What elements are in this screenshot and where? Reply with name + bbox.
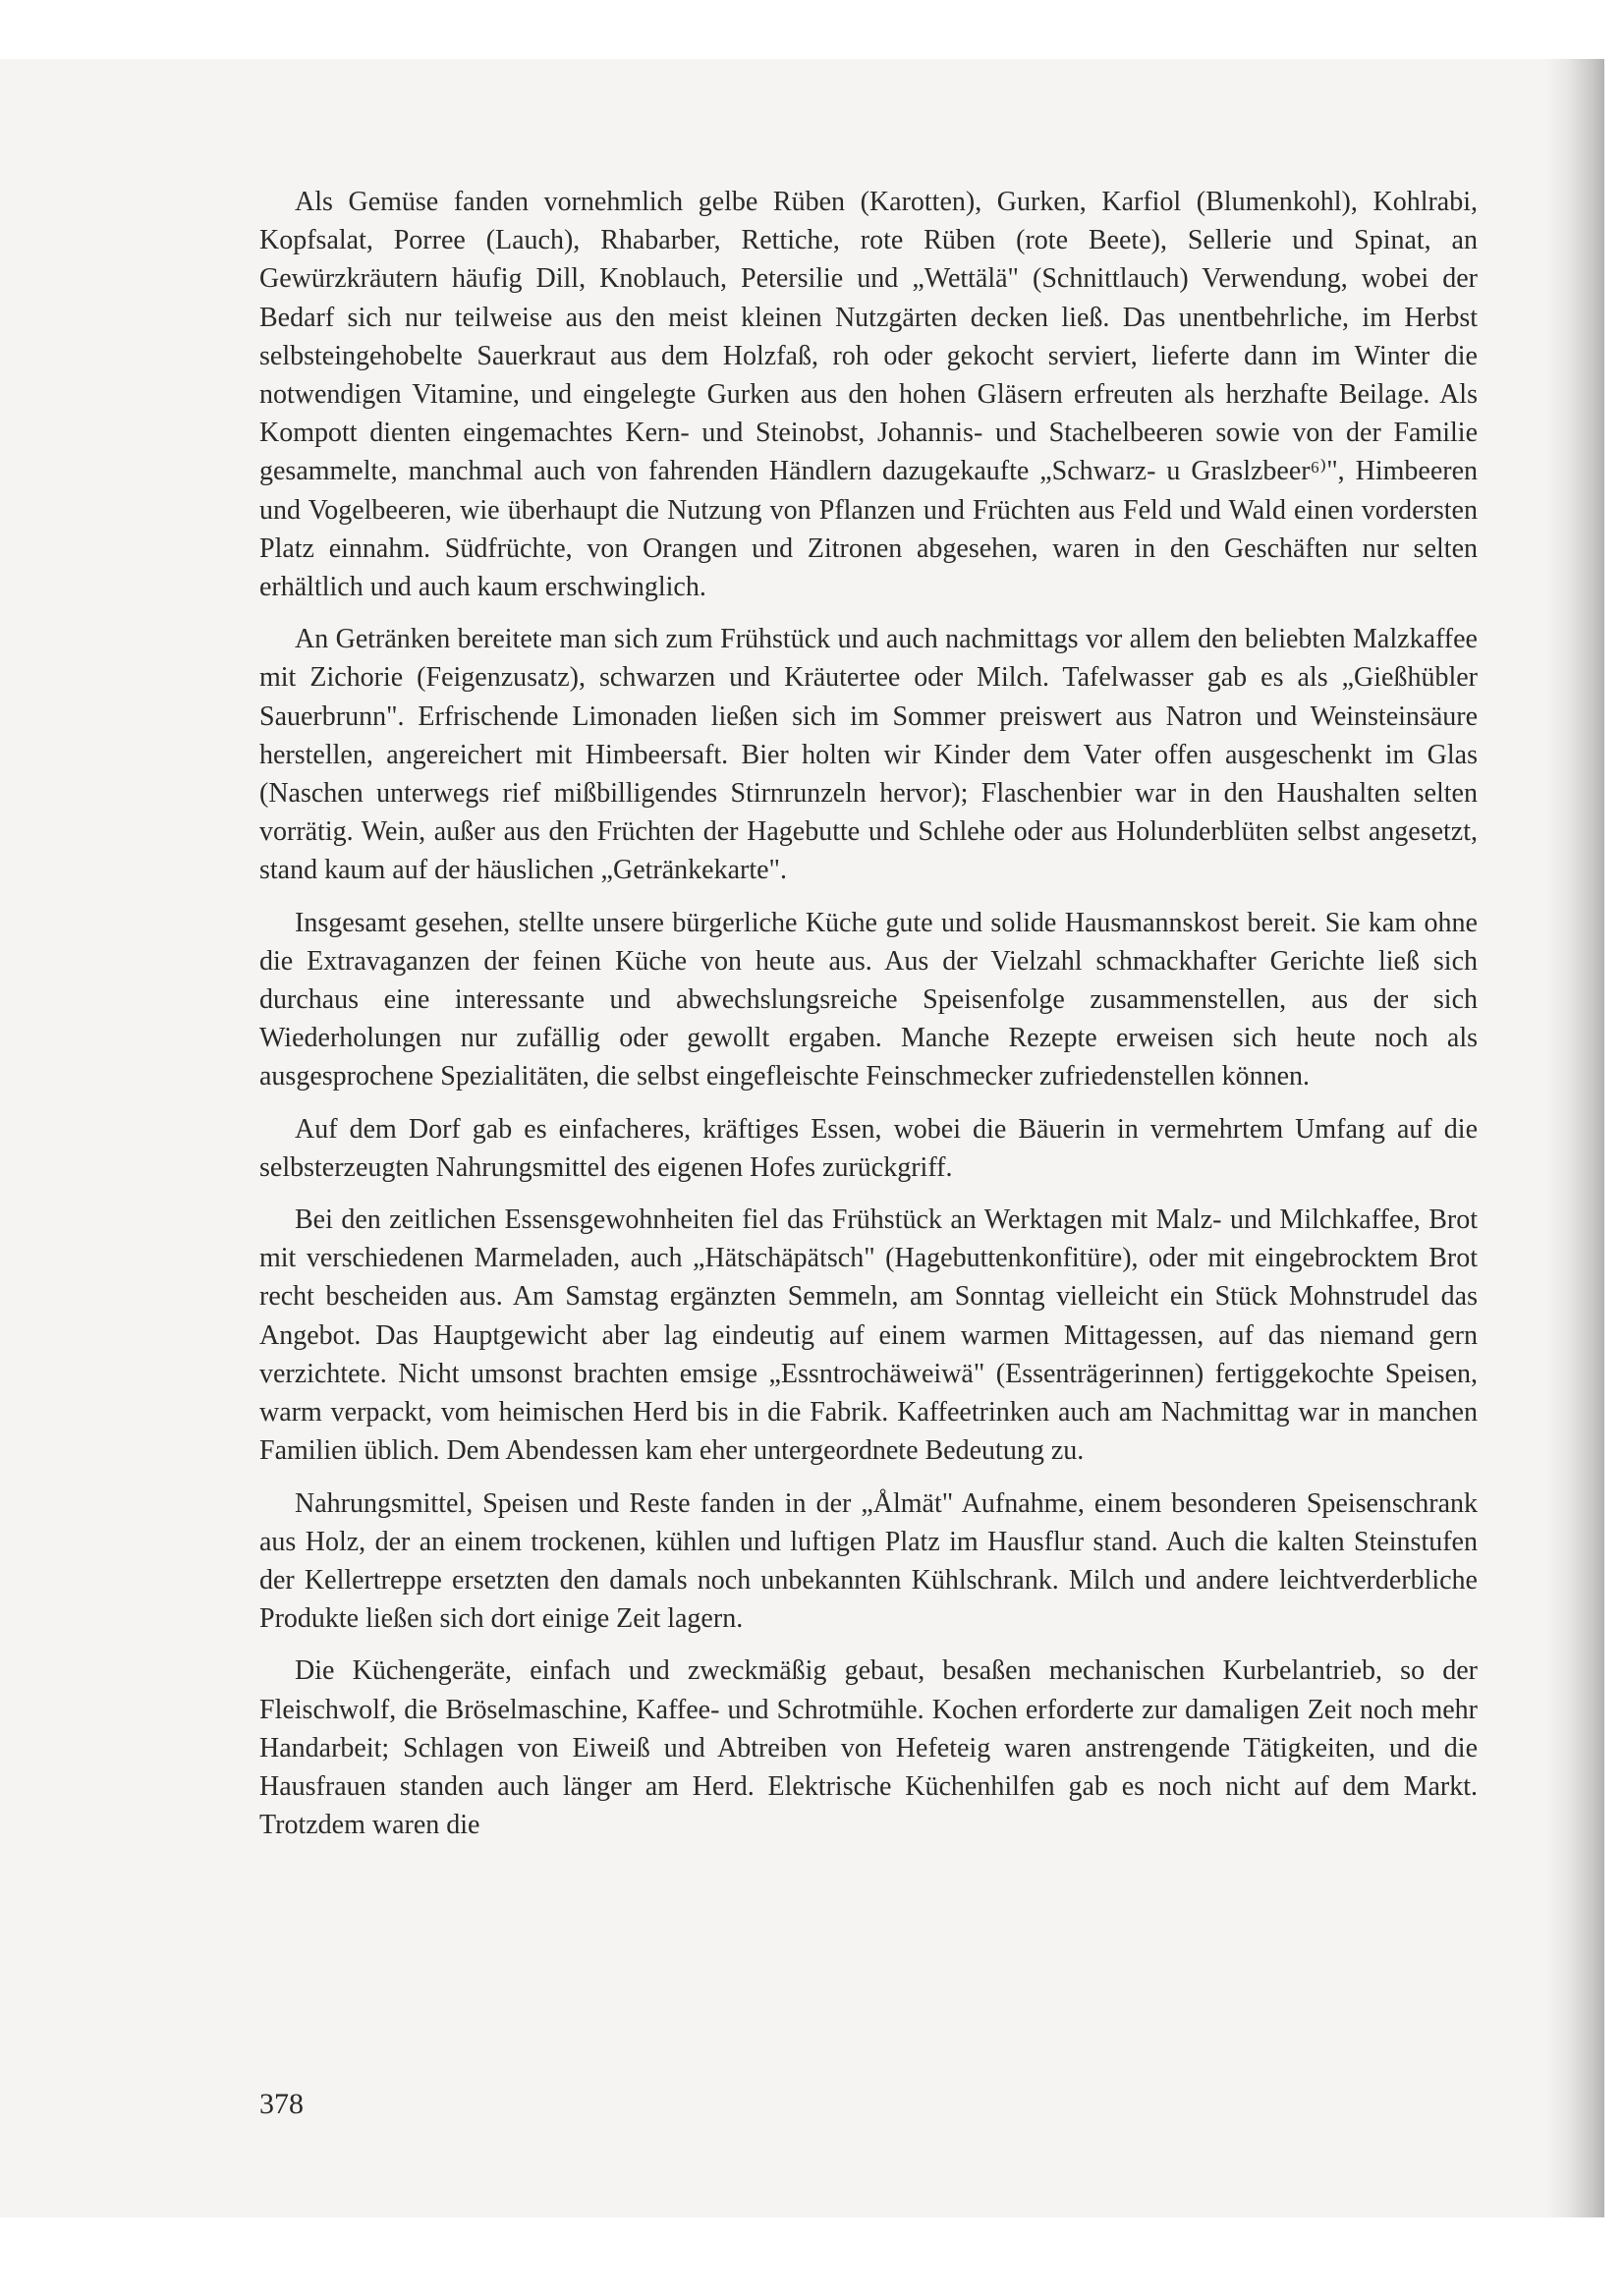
paragraph-meal-times: Bei den zeitlichen Essensgewohnheiten fiel das Frühstück an Werktagen mit Malz- und Milchkaffee, Brot mit verschiedenen Marmeladen, auch „Hätschäpätsch" (Hagebuttenkonfitüre), oder mit eingebrocktem Brot recht bescheiden aus. Am Samstag ergänzten Semmeln, am Sonntag vielleicht ein Stück Mohnstrudel das Angebot. Das Hauptgewicht aber lag eindeutig auf einem warmen Mittagessen, auf das niemand gern verzichtete. Nicht umsonst brachten emsige „Essntrochäweiwä" (Essenträgerinnen) fertiggekochte Speisen, warm verpackt, vom heimischen Herd bis in die Fabrik. Kaffeetrinken auch am Nachmittag war in manchen Familien üblich. Dem Abendessen kam eher untergeordnete Bedeutung zu.: [259, 1204, 1478, 1467]
paragraph-storage: Nahrungsmittel, Speisen und Reste fanden in der „Ålmät" Aufnahme, einem besonderen Speisenschrank aus Holz, der an einem trockenen, kühlen und luftigen Platz im Hausflur stand. Auch die kalten Steinstufen der Kellertreppe ersetzten den damals noch unbekannten Kühlschrank. Milch und andere leichtverderbliche Produkte ließen sich dort einige Zeit lagern.: [259, 1487, 1478, 1635]
scan-bottom-margin: [0, 2217, 1624, 2296]
scan-top-margin: [0, 0, 1624, 59]
page-number: 378: [259, 2088, 304, 2120]
paragraph-vegetables: Als Gemüse fanden vornehmlich gelbe Rüben (Karotten), Gurken, Karfiol (Blumenkohl), Kohlrabi, Kopfsalat, Porree (Lauch), Rhabarber, Rettiche, rote Rüben (rote Beete), Sellerie und Spinat, an Gewürzkräutern häufig Dill, Knoblauch, Petersilie und „Wettälä" (Schnittlauch) Verwendung, wobei der Bedarf sich nur teilweise aus den meist kleinen Nutzgärten decken ließ. Das unentbehrliche, im Herbst selbsteingehobelte Sauerkraut aus dem Holzfaß, roh oder gekocht serviert, lieferte dann im Winter die notwendigen Vitamine, und eingelegte Gurken aus den hohen Gläsern erfreuten als herzhafte Beilage. Als Kompott dienten eingemachtes Kern- und Steinobst, Johannis- und Stachelbeeren sowie von der Familie gesammelte, manchmal auch von fahrenden Händlern dazugekaufte „Schwarz- u Graslzbeer⁶⁾", Himbeeren und Vogelbeeren, wie überhaupt die Nutzung von Pflanzen und Früchten aus Feld und Wald einen vordersten Platz einnahm. Südfrüchte, von Orangen und Zitronen abgesehen, waren in den Geschäften nur selten erhältlich und auch kaum erschwinglich.: [259, 187, 1478, 603]
scan-edge-shadow: [1545, 59, 1604, 2220]
paragraph-kitchen-tools: Die Küchengeräte, einfach und zweckmäßig gebaut, besaßen mechanischen Kurbelantrieb, so der Fleischwolf, die Bröselmaschine, Kaffee- und Schrotmühle. Kochen erforderte zur damaligen Zeit noch mehr Handarbeit; Schlagen von Eiweiß und Abtreiben von Hefeteig waren anstrengende Tätigkeiten, und die Hausfrauen standen auch länger am Herd. Elektrische Küchenhilfen gab es noch nicht auf dem Markt. Trotzdem waren die: [259, 1655, 1478, 1841]
paragraph-beverages: An Getränken bereitete man sich zum Frühstück und auch nachmittags vor allem den beliebten Malzkaffee mit Zichorie (Feigenzusatz), schwarzen und Kräutertee oder Milch. Tafelwasser gab es als „Gießhübler Sauerbrunn". Erfrischende Limonaden ließen sich im Sommer preiswert aus Natron und Weinsteinsäure herstellen, angereichert mit Himbeersaft. Bier holten wir Kinder dem Vater offen ausgeschenkt im Glas (Naschen unterwegs rief mißbilligendes Stirnrunzeln hervor); Flaschenbier war in den Haushalten selten vorrätig. Wein, außer aus den Früchten der Hagebutte und Schlehe oder aus Holunderblüten selbst angesetzt, stand kaum auf der häuslichen „Getränkekarte".: [259, 624, 1478, 886]
scan-right-margin: [1604, 0, 1624, 2296]
paragraph-village: Auf dem Dorf gab es einfacheres, kräftiges Essen, wobei die Bäuerin in vermehrtem Umfang auf die selbsterzeugten Nahrungsmittel des eigenen Hofes zurückgriff.: [259, 1113, 1478, 1183]
body-text: [259, 183, 1478, 1858]
paragraph-home-cooking: Insgesamt gesehen, stellte unsere bürgerliche Küche gute und solide Hausmannskost bereit. Sie kam ohne die Extravaganzen der feinen Küche von heute aus. Aus der Vielzahl schmackhafter Gerichte ließ sich durchaus eine interessante und abwechslungsreiche Speisenfolge zusammenstellen, aus der sich Wiederholungen nur zufällig oder gewollt ergaben. Manche Rezepte erweisen sich heute noch als ausgesprochene Spezialitäten, die selbst eingefleischte Feinschmecker zufriedenstellen können.: [259, 907, 1478, 1092]
